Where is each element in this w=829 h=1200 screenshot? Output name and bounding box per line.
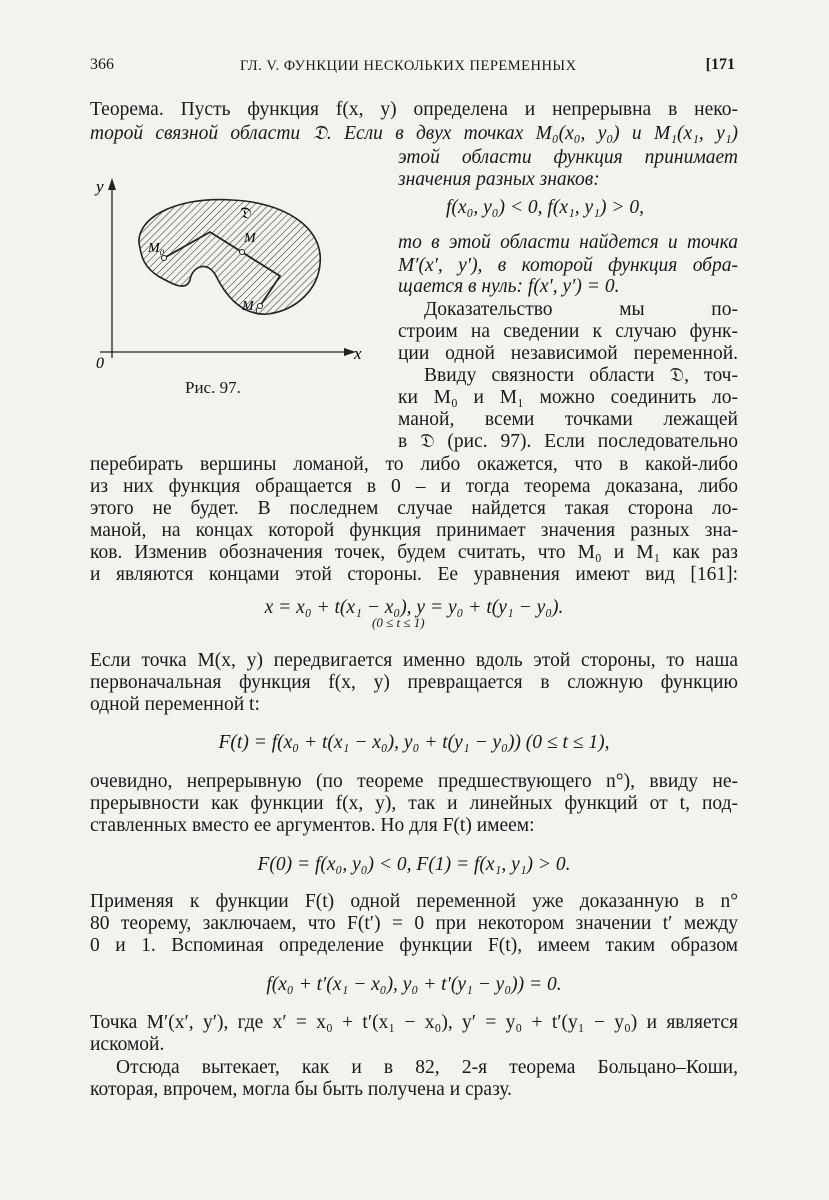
text-line: которая, впрочем, могла бы быть получена и сразу. (90, 1079, 513, 1100)
text-line: торой связной области 𝔇. Если в двух точках M₀(x₀, y₀) и M₁(x₁, y₁) (90, 123, 738, 144)
text-line: очевидно, непрерывную (по теореме предшествующего n°), ввиду не- (90, 771, 738, 792)
formula: F(t) = f(x₀ + t(x₁ − x₀), y₀ + t(y₁ − y₀)) (0 ≤ t ≤ 1), (218, 732, 610, 753)
formula: f(x₀ + t′(x₁ − x₀), y₀ + t′(y₁ − y₀)) = 0. (266, 974, 562, 995)
text-line: 0 и 1. Вспоминая определение функции F(t), имеем таким образом (90, 935, 738, 956)
text-line: значения разных знаков: (398, 169, 600, 190)
text-line: этого не будет. В последнем случае найдется такая сторона ло- (90, 498, 738, 519)
text-line: Если точка M(x, y) передвигается именно вдоль этой стороны, то наша (90, 650, 738, 671)
formula: x = x₀ + t(x₁ − x₀), y = y₀ + t(y₁ − y₀). (264, 597, 564, 618)
text-line: ции одной независимой переменной. (398, 343, 738, 364)
text-line: Доказательство мы по- (424, 299, 738, 320)
text-line: M′(x′, y′), в которой функция обра- (398, 255, 738, 276)
text-line: 80 теорему, заключаем, что F(t′) = 0 при некотором значении t′ между (90, 913, 738, 934)
text-line: прерывности как функции f(x, y), так и линейных функций от t, под- (90, 793, 738, 814)
axis-label-x: x (354, 344, 362, 363)
text-line: строим на сведении к случаю функ- (398, 321, 738, 342)
text-line: первоначальная функция f(x, y) превращается в сложную функцию (90, 672, 738, 693)
text-line: Теорема. Пусть функция f(x, y) определена и непрерывна в неко- (90, 99, 738, 120)
text-line: ков. Изменив обозначения точек, будем считать, что M₀ и M₁ как раз (90, 542, 738, 563)
region-label: 𝔇 (240, 203, 252, 222)
text-line: ставленных вместо ее аргументов. Но для F(t) имеем: (90, 815, 535, 836)
point-label-m: M (244, 231, 256, 246)
text-line: маной, всеми точками лежащей (398, 409, 738, 430)
formula: F(0) = f(x₀, y₀) < 0, F(1) = f(x₁, y₁) > 0. (257, 854, 571, 875)
formula: f(x₀, y₀) < 0, f(x₁, y₁) > 0, (446, 197, 644, 218)
text-line: ки M₀ и M₁ можно соединить ло- (398, 387, 738, 408)
y-axis-arrow (108, 178, 116, 190)
text-line: перебирать вершины ломаной, то либо окажется, что в какой-либо (90, 454, 738, 475)
figure-97 (92, 176, 368, 376)
point-label-m1: M₁ (242, 299, 259, 314)
formula-condition: (0 ≤ t ≤ 1) (372, 615, 425, 630)
text-line: Отсюда вытекает, как и в 82, 2-я теорема Больцано–Коши, (116, 1057, 738, 1078)
text-line: искомой. (90, 1034, 165, 1055)
page-number: 366 (90, 56, 114, 73)
text-line: этой области функция принимает (398, 147, 738, 168)
text-line: и являются концами этой стороны. Ее уравнения имеют вид [161]: (90, 564, 738, 585)
axis-label-y: y (96, 177, 104, 196)
text-line: Применяя к функции F(t) одной переменной уже доказанную в n° (90, 891, 738, 912)
text-line: Точка M′(x′, y′), где x′ = x₀ + t′(x₁ − x₀), y′ = y₀ + t′(y₁ − y₀) и является (90, 1012, 738, 1033)
origin-label: 0 (96, 355, 104, 372)
text-line: маной, на концах которой функция принимает значения разных зна- (90, 520, 738, 541)
text-line: Ввиду связности области 𝔇, точ- (424, 365, 738, 386)
text-line: то в этой области найдется и точка (398, 232, 738, 253)
point-label-m0: M₀ (148, 241, 165, 256)
chapter-title: ГЛ. V. ФУНКЦИИ НЕСКОЛЬКИХ ПЕРЕМЕННЫХ (240, 58, 577, 74)
text-line: одной переменной t: (90, 694, 260, 715)
text-line: в 𝔇 (рис. 97). Если последовательно (398, 431, 738, 452)
text-line: щается в нуль: f(x′, y′) = 0. (398, 276, 620, 297)
section-number: [171 (705, 56, 735, 73)
text-line: из них функция обращается в 0 – и тогда теорема доказана, либо (90, 476, 738, 497)
figure-caption: Рис. 97. (185, 378, 241, 397)
